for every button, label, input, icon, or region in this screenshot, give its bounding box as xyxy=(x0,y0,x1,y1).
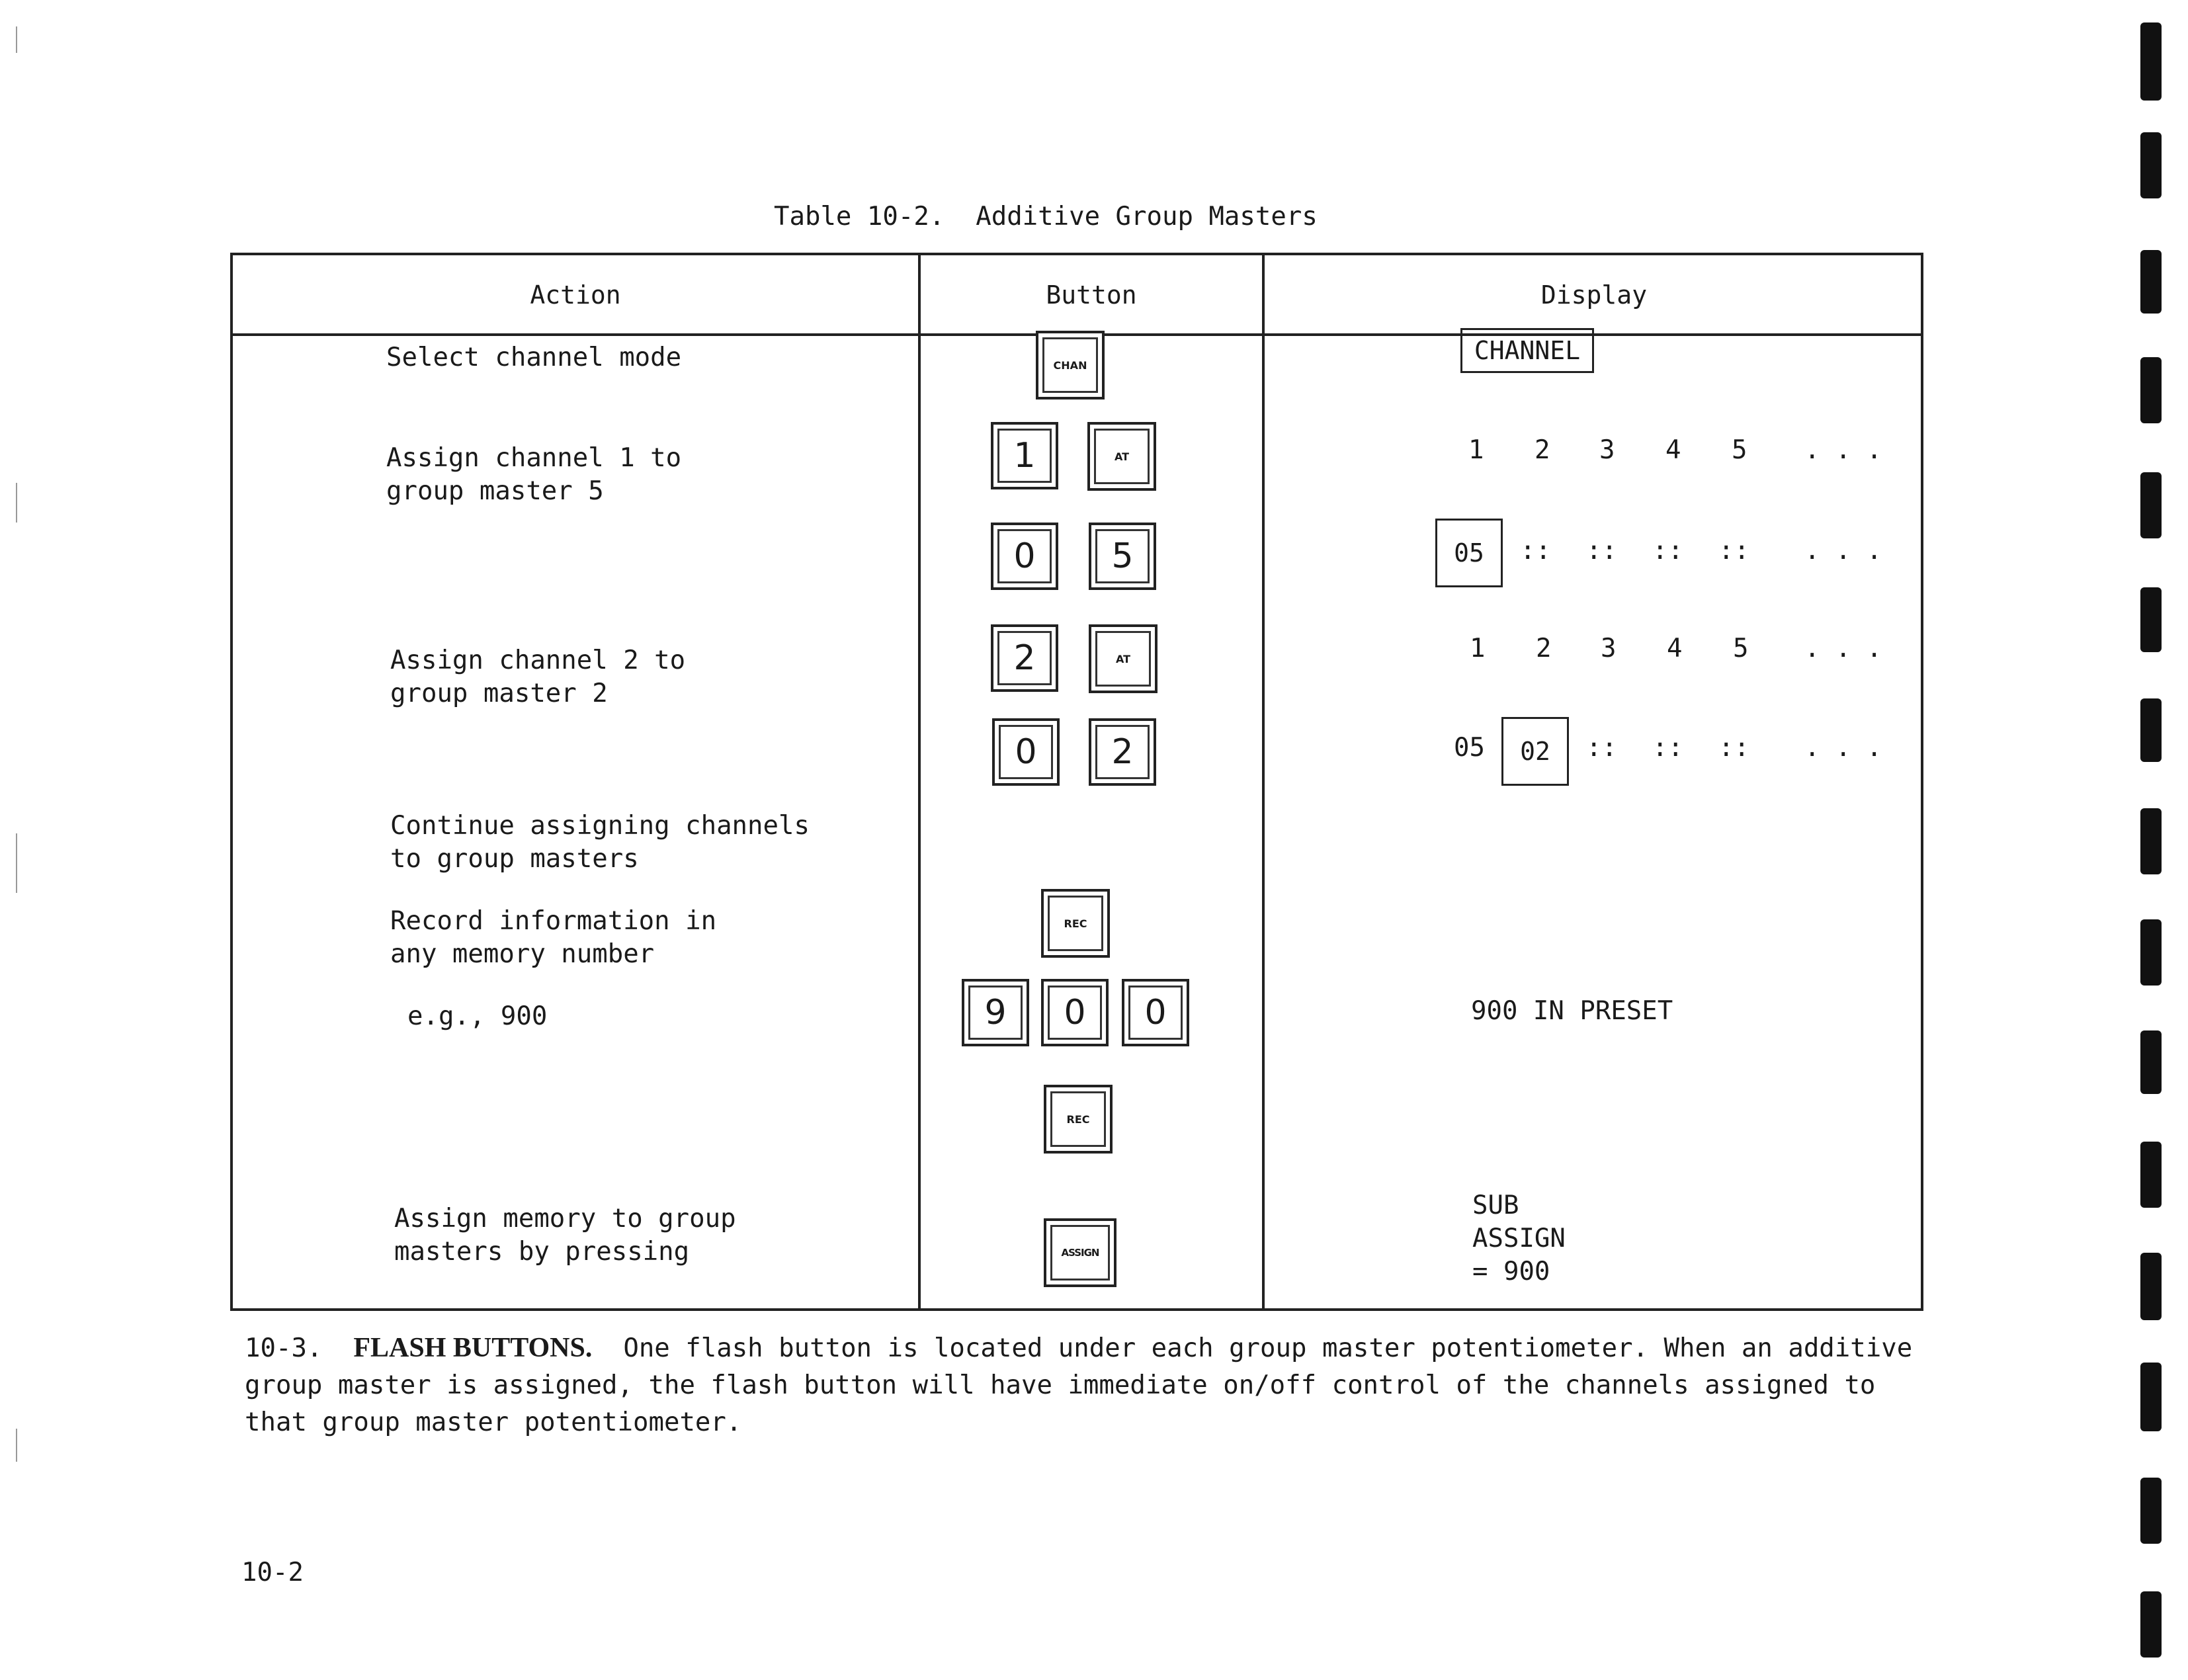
digit-0-key: 0 xyxy=(992,718,1060,786)
margin-mark xyxy=(16,833,17,893)
chan-key: CHAN xyxy=(1036,331,1105,399)
rec-key: REC xyxy=(1041,889,1110,958)
margin-mark xyxy=(16,26,17,53)
at-key: AT xyxy=(1087,422,1156,491)
action-assign-channel-2: Assign channel 2 to group master 2 xyxy=(390,646,686,708)
page-number: 10-2 xyxy=(241,1558,304,1587)
flash-buttons-paragraph xyxy=(245,1329,1938,1441)
binding-mark xyxy=(2140,132,2162,198)
binding-mark xyxy=(2140,1363,2162,1431)
margin-mark xyxy=(16,483,17,523)
header-button: Button xyxy=(1046,280,1137,310)
header-display: Display xyxy=(1540,280,1648,310)
binding-mark xyxy=(2140,250,2162,314)
header-action: Action xyxy=(530,280,621,310)
table-caption: Table 10-2. Additive Group Masters xyxy=(774,202,1318,231)
digit-0-key: 0 xyxy=(1122,979,1189,1046)
binding-mark xyxy=(2140,1591,2162,1658)
action-record-information: Record information in any memory number xyxy=(390,906,717,969)
sub-assign-display: SUB ASSIGN = 900 xyxy=(1472,1191,1566,1286)
digit-2-key: 2 xyxy=(1089,718,1156,786)
action-select-channel-mode: Select channel mode xyxy=(386,343,682,372)
margin-mark xyxy=(16,1429,17,1462)
boxed-value: 02 xyxy=(1501,717,1569,786)
binding-mark xyxy=(2140,808,2162,874)
digit-1-key: 1 xyxy=(991,422,1058,489)
digit-9-key: 9 xyxy=(962,979,1029,1046)
action-assign-channel-1: Assign channel 1 to group master 5 xyxy=(386,443,682,506)
binding-mark xyxy=(2140,472,2162,538)
section-heading: FLASH BUTTONS. xyxy=(353,1333,593,1363)
binding-mark xyxy=(2140,22,2162,101)
binding-mark xyxy=(2140,1142,2162,1208)
channel-display: CHANNEL xyxy=(1460,328,1594,373)
at-key: AT xyxy=(1089,624,1157,693)
digit-2-key: 2 xyxy=(991,624,1058,692)
binding-mark xyxy=(2140,698,2162,762)
rec-key: REC xyxy=(1044,1085,1113,1154)
column-divider-2 xyxy=(1262,255,1265,1308)
binding-mark xyxy=(2140,587,2162,652)
binding-mark xyxy=(2140,1478,2162,1544)
digit-0-key: 0 xyxy=(991,523,1058,590)
column-divider-1 xyxy=(918,255,921,1308)
assign-key: ASSIGN xyxy=(1044,1218,1116,1287)
action-assign-memory: Assign memory to group masters by pressing xyxy=(394,1204,736,1267)
boxed-value: 05 xyxy=(1435,519,1503,587)
digit-0-key: 0 xyxy=(1041,979,1109,1046)
binding-mark xyxy=(2140,1253,2162,1320)
section-number: 10-3. xyxy=(245,1333,323,1363)
section-text: One flash button is located under each group master potentiometer. When an additive group master is assigned, the flash button will have immediate on/off control of the channels assigned to that group master potentiometer. xyxy=(245,1333,1913,1437)
additive-group-masters-table: Action Button Display Select channel mode Assign channel 1 to group master 5 Assign channel 2 to group master 2 Continue assigning channels to group masters Record information in any memory number e.g., 900 Assign memory to group masters by pressing CHAN 1 AT 0 5 2 AT 0 2 REC 9 0 0 REC ASSIGN CHANNEL 1 2 3 4 5 . . . 05 :: :: :: :: . . . 1 2 3 4 5 . . . 05 02 :: :: :: . . . 900 IN PRESET SUB ASSIGN = 900 xyxy=(230,253,1923,1311)
action-example-900: e.g., 900 xyxy=(407,1001,548,1031)
action-continue-assigning: Continue assigning channels to group masters xyxy=(390,811,810,874)
binding-mark xyxy=(2140,919,2162,986)
digit-5-key: 5 xyxy=(1089,523,1156,590)
binding-mark xyxy=(2140,357,2162,423)
binding-mark xyxy=(2140,1030,2162,1094)
preset-display: 900 IN PRESET xyxy=(1471,996,1673,1026)
